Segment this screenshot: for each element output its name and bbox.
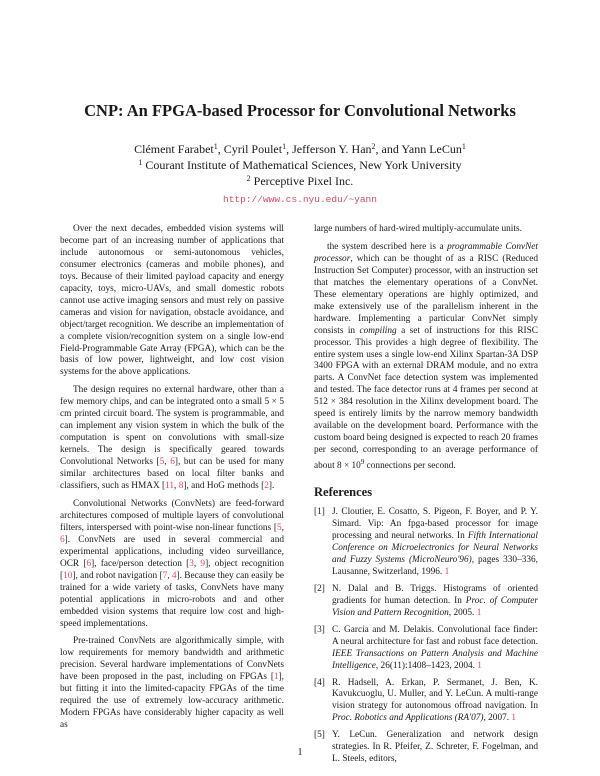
reference-text: Y. LeCun. Generalization and network design strategies. In R. Pfeifer, Z. Schreter, F. Fogelman, and L. Steels, editors,	[332, 730, 538, 765]
citation-link[interactable]: 10	[63, 570, 73, 581]
citation-link[interactable]: 6	[86, 558, 92, 569]
affiliation-mark: 2	[246, 174, 251, 183]
affiliation-mark: 1	[138, 158, 143, 167]
paper-title: CNP: An FPGA-based Processor for Convolutional Networks	[84, 101, 516, 120]
reference-item	[314, 678, 538, 726]
reference-text: J. Cloutier, E. Cosatto, S. Pigeon, F. Boyer, and P. Y. Simard. Vip: An fpga-based processor for image processing and neural networks. In Fifth International Conference on Microelectronics for Neural Networks and Fuzzy Systems (MicroNeuro'96), pages 330–336, Lausanne, Switzerland, 1996. 1	[332, 507, 538, 577]
citation-link[interactable]: 5	[277, 522, 282, 533]
backref-link[interactable]: 1	[476, 607, 482, 618]
author-name: Jefferson Y. Han	[292, 142, 372, 156]
reference-item	[314, 507, 538, 579]
citation-link[interactable]: 9	[200, 558, 206, 569]
author-url-link[interactable]: http://www.cs.nyu.edu/~yann	[223, 194, 377, 205]
reference-text: R. Hadsell, A. Erkan, P. Sermanet, J. Ben, K. Kavukcuoglu, U. Muller, and Y. LeCun. A multi-range vision strategy for autonomous offroad navigation. In Proc. Robotics and Applications (RA'07), 2007. 1	[332, 677, 538, 724]
backref-link[interactable]: 1	[477, 660, 482, 671]
backref-link[interactable]: 1	[511, 713, 517, 724]
paragraph: Pre-trained ConvNets are algorithmically simple, with low requirements for memory bandwidth and arithmetic precision. Several hardware implementations of ConvNets have been proposed in the past, including on FPGAs [1], but fitting it into the limited-capacity FPGAs of the time required the use of extremely low-accuracy arithmetic. Modern FPGAs have considerably higher capacity as well as	[60, 636, 284, 731]
author-name: Cyril Poulet	[223, 142, 283, 156]
author-block	[0, 140, 600, 207]
affiliation-mark: 2	[371, 142, 376, 151]
citation-link[interactable]: 7	[162, 570, 168, 581]
author-name: Clément Farabet	[134, 142, 214, 156]
affiliation-text: Courant Institute of Mathematical Sciences, New York University	[145, 158, 462, 172]
affiliation-mark: 1	[213, 142, 218, 151]
affiliation-text: Perceptive Pixel Inc.	[253, 174, 354, 188]
reference-item	[314, 625, 538, 673]
citation-link[interactable]: 6	[60, 534, 65, 545]
left-column	[60, 224, 284, 738]
author-name: Yann LeCun	[401, 142, 462, 156]
paragraph: large numbers of hard-wired multiply-accumulate units.	[314, 224, 522, 234]
affiliation-mark: 1	[461, 142, 466, 151]
citation-link[interactable]: 2	[264, 481, 269, 492]
citation-link[interactable]: 6	[170, 457, 175, 468]
backref-link[interactable]: 1	[444, 566, 450, 577]
reference-number: [3]	[314, 624, 325, 635]
right-column	[314, 224, 538, 771]
reference-number: [4]	[314, 677, 325, 688]
reference-text: N. Dalal and B. Triggs. Histograms of oriented gradients for human detection. In Proc. of Computer Vision and Pattern Recognition, 2005. 1	[332, 583, 538, 618]
affiliation-2	[0, 172, 600, 188]
reference-number: [1]	[314, 507, 325, 518]
reference-text: C. Garcia and M. Delakis. Convolutional face finder: A neural architecture for fast and robust face detection. IEEE Transactions on Pattern Analysis and Machine Intelligence, 26(11):1408–1423, 2004. 1	[332, 624, 538, 671]
citation-link[interactable]: 5	[159, 457, 165, 468]
paragraph: the system described here is a programmable ConvNet processor, which can be thought of as a RISC (Reduced Instruction Set Computer) processor, with an instruction set that matches the elementary operations of a ConvNet. These elementary operations are highly optimized, and make extensively use of the parallelism inherent in the hardware. Implementing a particular ConvNet simply consists in compiling a set of instructions for this RISC processor. This provides a high degree of flexibility. The entire system uses a single low-end Xilinx Spartan-3A DSP 3400 FPGA with an external DRAM module, and no extra parts. A ConvNet face detection system was implemented and tested. The face detector runs at 4 frames per second at 512 × 384 resolution in the Xilinx development board. The speed is entirely limits by the narrow memory bandwidth available on the development board. Performance with the custom board being designed is expected to reach 20 frames per second, corresponding to an average performance of about $8 \times 10^9$ connections per second.	[314, 241, 539, 472]
citation-link[interactable]: 11	[165, 481, 175, 492]
affiliation-mark: 1	[282, 142, 287, 151]
references-heading: References	[314, 485, 373, 500]
paragraph: Convolutional Networks (ConvNets) are feed-forward architectures composed of multiple layers of convolutional filters, interspersed with point-wise non-linear functions [5, 6]. ConvNets are used in several commercial and experimental applications, including video surveillance, OCR [6], face/person detection [3, 9], object recognition [10], and robot navigation [7, 4]. Because they can easily be trained for a wide variety of tasks, ConvNets have many potential applications in micro-robots and and other embedded vision systems that require low cost and high-speed implementations.	[60, 498, 285, 629]
reference-item	[314, 584, 538, 620]
reference-number: [5]	[314, 730, 325, 741]
page-number: 1	[297, 747, 303, 758]
author-list: Clément Farabet$^1$, Cyril Poulet$^1$, Jefferson Y. Han$^2$, and Yann LeCun$^1$	[134, 142, 466, 156]
citation-link[interactable]: 1	[273, 672, 279, 683]
citation-link[interactable]: 3	[189, 558, 194, 569]
paragraph: The design requires no external hardware, other than a few memory chips, and can be integrated onto a small 5 × 5 cm printed circuit board. The system is programmable, and can implement any vision system in which the bulk of the computation is spent on convolutions with small-size kernels. The design is specifically geared towards Convolutional Networks [5, 6], but can be used for many similar architectures based on local filter banks and classifiers, such as HMAX [11, 8], and HoG methods [2].	[60, 385, 284, 492]
affiliation-1	[0, 156, 600, 172]
citation-link[interactable]: 8	[178, 481, 184, 492]
references-list	[314, 507, 538, 766]
citation-link[interactable]: 4	[171, 570, 177, 581]
reference-number: [2]	[314, 583, 325, 594]
paragraph: Over the next decades, embedded vision systems will become part of an increasing number of applications that include autonomous or semi-autonomous vehicles, consumer electronics (cameras and mobile phones), and toys. Because of their limited payload capacity and energy capacity, toys, micro-UAVs, and small domestic robots cannot use active imaging sensors and must rely on passive cameras and vision for navigation, obstacle avoidance, and object/target recognition. We describe an implementation of a complete vision/recognition system on a single low-end Field-Programmable Gate Array (FPGA), which can be the basis of low power, lightweight, and low cost vision systems for the above applications.	[60, 224, 284, 378]
